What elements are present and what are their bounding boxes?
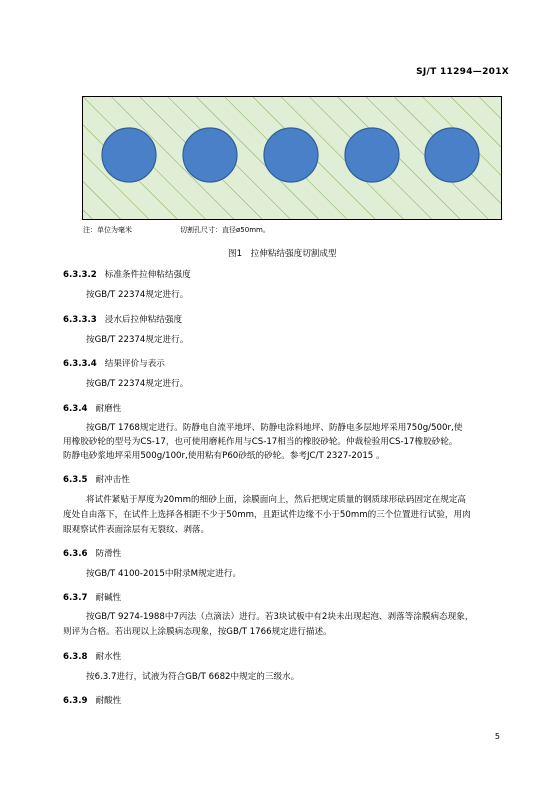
section-number: 6.3.8: [63, 652, 88, 662]
cut-hole-1: [102, 128, 156, 182]
section-number: 6.3.3.3: [63, 315, 97, 325]
cutting-figure: [82, 96, 502, 220]
paragraph-line: 按GB/T 4100-2015中附录M规定进行。: [86, 569, 242, 579]
standard-number: SJ/T 11294—201X: [416, 67, 509, 77]
paragraph-line: 按6.3.7进行，试液为符合GB/T 6682中规定的三级水。: [86, 672, 300, 682]
section-number: 6.3.4: [63, 404, 88, 414]
section-number: 6.3.9: [63, 696, 88, 706]
section-title: 耐酸性: [95, 696, 122, 706]
section-title: 结果评价与表示: [104, 359, 165, 369]
section-title: 耐冲击性: [95, 475, 130, 485]
section-heading: [63, 402, 121, 414]
section-heading: [63, 650, 121, 662]
section-title: 浸水后拉伸粘结强度: [104, 315, 183, 325]
paragraph-line: 防静电砂浆地坪采用500g/100r,使用粘有P60砂纸的砂轮。参考JC/T 2327-2015 。: [63, 451, 385, 461]
paragraph-line: 用橡胶砂轮的型号为CS-17，也可使用磨耗作用与CS-17相当的橡胶砂轮。仲裁检验用CS-17橡胶砂轮。: [63, 437, 458, 447]
section-title: 耐磨性: [95, 404, 122, 414]
paragraph-line: 按GB/T 9274-1988中7丙法（点滴法）进行。若3块试板中有2块未出现起泡、剥落等涂膜病态现象，: [86, 612, 474, 622]
paragraph-line: 度处自由落下，在试件上选择各相距不少于50mm，且距试件边缘不小于50mm的三个位置进行试验，用肉: [63, 510, 471, 520]
paragraph-line: 按GB/T 1768规定进行。防静电自流平地坪、防静电涂料地坪、防静电多层地坪采用750g/500r,使: [86, 423, 463, 433]
paragraph-line: 将试件紧贴于厚度为20mm的细砂上面，涂膜面向上，然后把规定质量的钢质球形砝码固定在规定高: [86, 495, 467, 505]
section-title: 防滑性: [95, 549, 122, 559]
figure-note-hole: 切割孔尺寸：直径ø50mm。: [180, 226, 270, 234]
section-number: 6.3.3.4: [63, 359, 97, 369]
section-title: 耐水性: [95, 652, 122, 662]
section-heading: [63, 357, 165, 369]
section-title: 耐碱性: [95, 593, 122, 603]
paragraph-line: 按GB/T 22374规定进行。: [86, 335, 189, 345]
section-number: 6.3.7: [63, 593, 88, 603]
section-number: 6.3.5: [63, 475, 88, 485]
section-heading: [63, 313, 182, 325]
section-heading: [63, 473, 130, 485]
section-title: 标准条件拉伸粘结强度: [104, 270, 191, 280]
section-heading: [63, 591, 121, 603]
section-number: 6.3.6: [63, 549, 88, 559]
cut-hole-5: [425, 128, 479, 182]
figure-note-unit: 注：单位为毫米: [83, 226, 132, 234]
paragraph-line: 按GB/T 22374规定进行。: [86, 290, 189, 300]
section-heading: [63, 268, 191, 280]
section-number: 6.3.3.2: [63, 270, 97, 280]
section-heading: [63, 694, 121, 706]
paragraph-line: 则评为合格。若出现以上涂膜病态现象，按GB/T 1766规定进行描述。: [63, 627, 332, 637]
figure-caption: 图1 拉伸粘结强度切割成型: [228, 249, 337, 259]
paragraph-line: 按GB/T 22374规定进行。: [86, 379, 189, 389]
page-number: 5: [494, 732, 500, 741]
cut-hole-2: [183, 128, 237, 182]
cut-hole-3: [264, 128, 318, 182]
cut-hole-4: [345, 128, 399, 182]
paragraph-line: 眼观察试件表面涂层有无裂纹、剥落。: [63, 525, 210, 535]
section-heading: [63, 547, 121, 559]
